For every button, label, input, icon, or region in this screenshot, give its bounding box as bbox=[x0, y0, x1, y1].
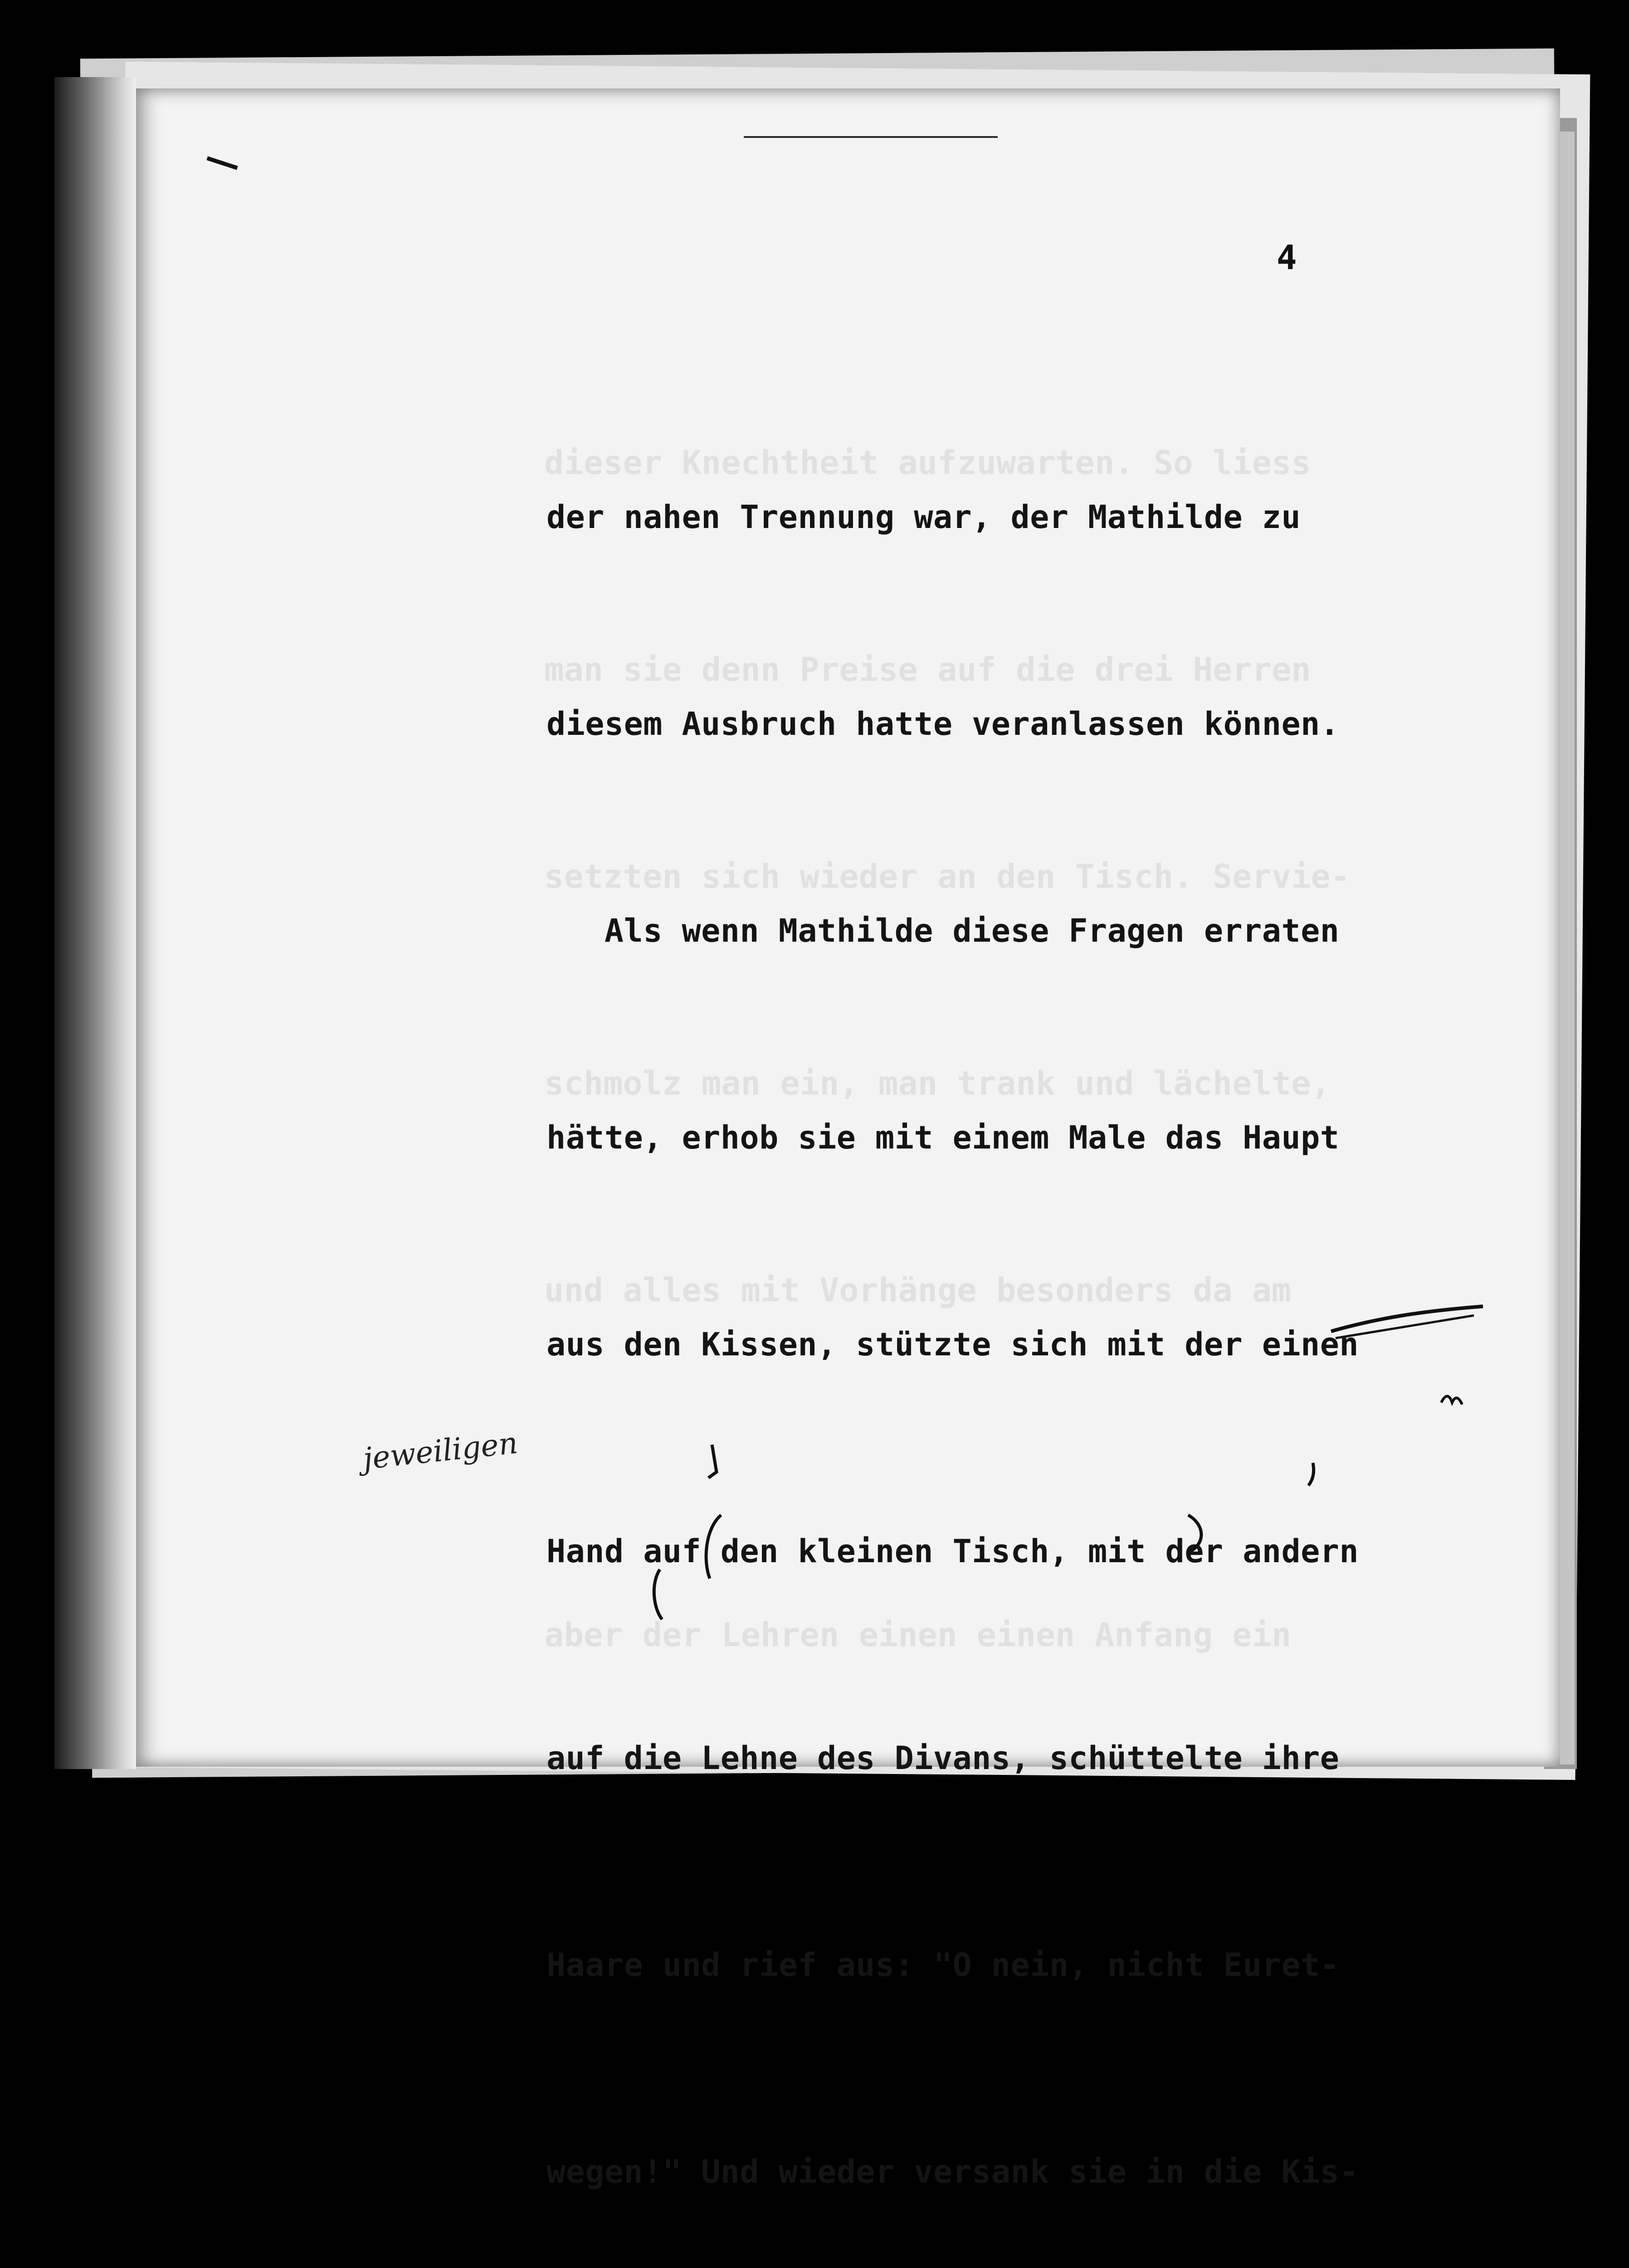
bleed-line: schmolz man ein, man trank und lächelte, bbox=[544, 1064, 1331, 1102]
bleed-line: man sie denn Preise auf die drei Herren bbox=[544, 650, 1311, 689]
bleed-line: dieser Knechtheit aufzuwarten. So liess bbox=[544, 444, 1311, 482]
text-line: auf die Lehne des Divans, schüttelte ihre bbox=[546, 1740, 1340, 1777]
page-number: 4 bbox=[1277, 238, 1297, 277]
text-line: der nahen Trennung war, der Mathilde zu bbox=[546, 499, 1301, 536]
bleed-line: aber der Lehren einen einen Anfang ein bbox=[544, 1616, 1292, 1654]
typewritten-body bbox=[546, 345, 1397, 2268]
page-curl-shadow bbox=[54, 77, 136, 1769]
stacked-sheet-edge-2 bbox=[1560, 132, 1575, 1765]
text-line: hätte, erhob sie mit einem Male das Haupt bbox=[546, 1119, 1340, 1156]
bleed-line: setzten sich wieder an den Tisch. Servie- bbox=[544, 857, 1351, 895]
handwritten-margin-note: jeweiligen bbox=[361, 1425, 520, 1476]
text-line: Haare und rief aus: "O nein, nicht Euret- bbox=[546, 1946, 1340, 1984]
bleed-line: ter Hand dieses Wort. Ich alles aber eine bbox=[544, 2029, 1351, 2068]
text-line: aus den Kissen, stützte sich mit der einen bbox=[546, 1326, 1359, 1363]
text-line: wegen!" Und wieder versank sie in die Kis- bbox=[546, 2153, 1359, 2190]
top-rule-mark bbox=[744, 136, 998, 138]
text-line: Als wenn Mathilde diese Fragen erraten bbox=[546, 912, 1340, 949]
text-line: diesem Ausbruch hatte veranlassen können. bbox=[546, 705, 1340, 743]
bleed-line: alles und alles ihren alles alles aber bbox=[544, 1823, 1292, 1861]
bleed-line: und alles mit Vorhänge besonders da am bbox=[544, 1271, 1292, 1309]
text-line: Hand auf den kleinen Tisch, mit der andern bbox=[546, 1533, 1359, 1570]
